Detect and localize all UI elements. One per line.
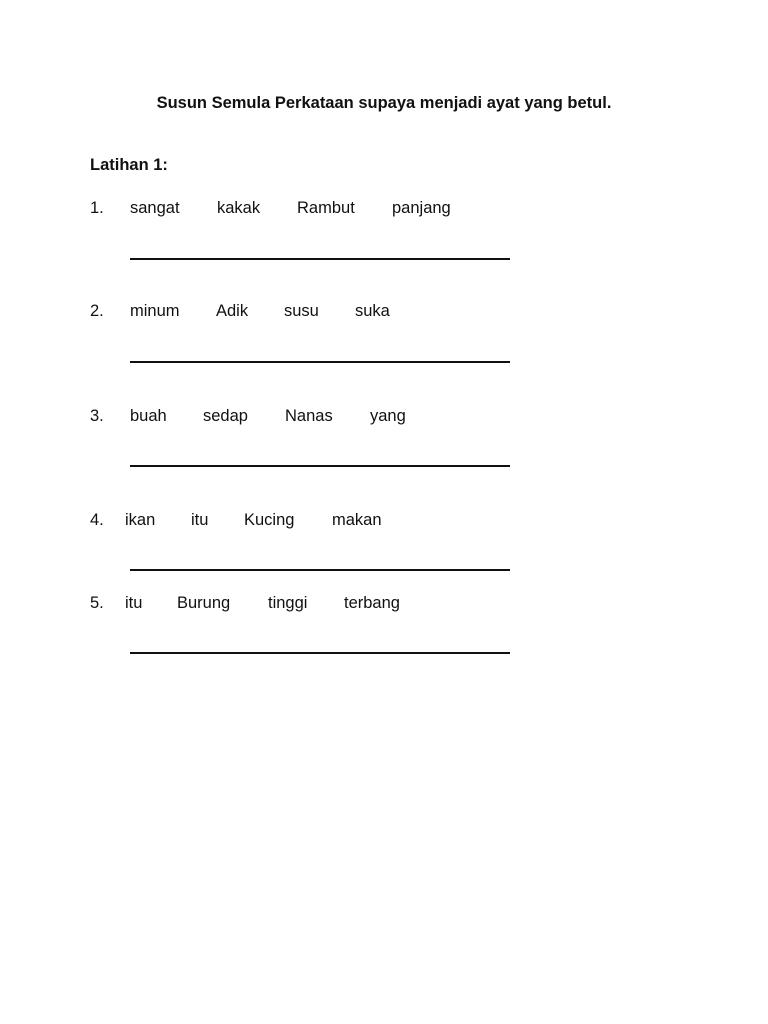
- word-tile: sedap: [203, 407, 248, 425]
- question-number: 1.: [90, 199, 104, 217]
- answer-line[interactable]: [130, 465, 510, 467]
- answer-line[interactable]: [130, 652, 510, 654]
- word-tile: suka: [355, 302, 390, 320]
- word-tile: susu: [284, 302, 319, 320]
- question-number: 5.: [90, 594, 104, 612]
- word-tile: Burung: [177, 594, 231, 612]
- word-tile: yang: [370, 407, 406, 425]
- word-tile: itu: [125, 594, 143, 612]
- word-tile: minum: [130, 302, 180, 320]
- page-title: Susun Semula Perkataan supaya menjadi ayat yang betul.: [156, 94, 612, 112]
- question-3: [90, 407, 690, 429]
- question-number: 3.: [90, 407, 104, 425]
- word-tile: tinggi: [268, 594, 308, 612]
- word-tile: ikan: [125, 511, 156, 529]
- answer-line[interactable]: [130, 361, 510, 363]
- word-tile: Rambut: [297, 199, 355, 217]
- word-tile: kakak: [217, 199, 261, 217]
- question-4: [90, 511, 690, 533]
- question-1: [90, 199, 690, 221]
- word-tile: sangat: [130, 199, 180, 217]
- word-tile: terbang: [344, 594, 400, 612]
- word-tile: panjang: [392, 199, 451, 217]
- word-tile: Kucing: [244, 511, 295, 529]
- question-number: 4.: [90, 511, 104, 529]
- word-tile: Nanas: [285, 407, 333, 425]
- question-2: [90, 302, 690, 324]
- word-tile: buah: [130, 407, 167, 425]
- word-tile: makan: [332, 511, 382, 529]
- word-tile: itu: [191, 511, 209, 529]
- answer-line[interactable]: [130, 569, 510, 571]
- question-5: [90, 594, 690, 616]
- question-number: 2.: [90, 302, 104, 320]
- section-title: Latihan 1:: [90, 156, 168, 174]
- word-tile: Adik: [216, 302, 249, 320]
- answer-line[interactable]: [130, 258, 510, 260]
